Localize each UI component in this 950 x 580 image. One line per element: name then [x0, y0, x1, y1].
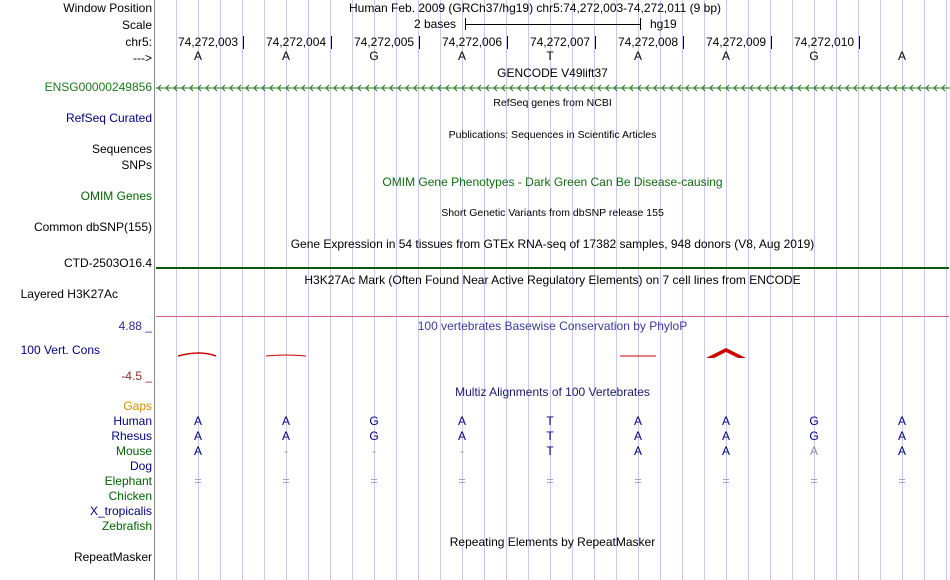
base: A	[193, 49, 202, 63]
phylop-signal	[156, 345, 950, 361]
cons-max-value: 4.88 _	[118, 319, 152, 333]
label-strand[interactable]: --->	[133, 51, 152, 65]
h3k27ac-track-title[interactable]: H3K27Ac Mark (Often Found Near Active Regulatory Elements) on 7 cell lines from ENCODE	[304, 273, 801, 287]
label-ctd[interactable]: CTD-2503O16.4	[63, 256, 152, 270]
base: A	[897, 49, 906, 63]
aligned-gap: =	[282, 474, 290, 488]
scale-bar	[465, 24, 640, 25]
h3k27ac-signal-line	[156, 316, 949, 317]
label-window-position[interactable]: Window Position	[63, 1, 152, 15]
base: A	[281, 49, 290, 63]
coord-label: 74,272,010	[794, 35, 855, 49]
coord-label: 74,272,007	[530, 35, 591, 49]
base: A	[721, 49, 730, 63]
coord-label: 74,272,004	[266, 35, 327, 49]
aligned-base: A	[281, 429, 290, 443]
aligned-base: T	[546, 444, 554, 458]
coord-label: 74,272,003	[178, 35, 239, 49]
label-species-xtropicalis[interactable]: X_tropicalis	[89, 504, 152, 518]
scale-bar-right	[640, 18, 641, 30]
base: A	[457, 49, 466, 63]
label-species-chicken[interactable]: Chicken	[108, 489, 152, 503]
aligned-base: A	[721, 429, 730, 443]
aligned-gap: =	[194, 474, 202, 488]
aligned-base: A	[281, 414, 290, 428]
label-species-rhesus[interactable]: Rhesus	[111, 429, 152, 443]
aligned-gap: =	[722, 474, 730, 488]
aligned-gap: =	[546, 474, 554, 488]
aligned-base: A	[721, 414, 730, 428]
label-snps[interactable]: SNPs	[121, 158, 152, 172]
label-refseq[interactable]: RefSeq Curated	[65, 111, 152, 125]
label-species-zebrafish[interactable]: Zebrafish	[101, 519, 152, 533]
base: T	[546, 49, 554, 63]
label-chrom[interactable]: chr5:	[125, 35, 152, 49]
coord-tick	[243, 36, 244, 49]
label-omim[interactable]: OMIM Genes	[80, 189, 152, 203]
base: G	[809, 49, 819, 63]
aligned-base: A	[457, 414, 466, 428]
gencode-gene-feature[interactable]	[156, 82, 950, 94]
ctd-gene-bar[interactable]	[156, 267, 949, 269]
aligned-base: A	[193, 444, 202, 458]
phylop-track-title[interactable]: 100 vertebrates Basewise Conservation by PhyloP	[417, 319, 688, 333]
aligned-base: G	[369, 429, 379, 443]
aligned-gap: =	[810, 474, 818, 488]
label-ensg[interactable]: ENSG00000249856	[44, 80, 152, 94]
aligned-gap: =	[634, 474, 642, 488]
publications-track-title[interactable]: Publications: Sequences in Scientific Articles	[448, 129, 657, 141]
aligned-base: A	[633, 444, 642, 458]
aligned-base: A	[193, 429, 202, 443]
omim-track-title[interactable]: OMIM Gene Phenotypes - Dark Green Can Be Disease-causing	[382, 175, 723, 189]
label-species-elephant[interactable]: Elephant	[104, 474, 152, 488]
aligned-gap: =	[370, 474, 378, 488]
label-h3k27ac[interactable]: Layered H3K27Ac	[20, 287, 118, 301]
coord-tick	[859, 36, 860, 49]
multiz-track-title[interactable]: Multiz Alignments of 100 Vertebrates	[455, 385, 650, 399]
coord-tick	[331, 36, 332, 49]
aligned-base: A	[633, 429, 642, 443]
aligned-base: G	[809, 414, 819, 428]
coord-label: 74,272,005	[354, 35, 415, 49]
aligned-base: A	[633, 414, 642, 428]
assembly-text: hg19	[650, 17, 677, 31]
aligned-gap: =	[898, 474, 906, 488]
aligned-gap: -	[284, 444, 288, 458]
label-species-human[interactable]: Human	[113, 414, 152, 428]
grid-line	[154, 0, 155, 580]
base: G	[369, 49, 379, 63]
aligned-base: A	[193, 414, 202, 428]
label-repeatmasker[interactable]: RepeatMasker	[73, 550, 152, 564]
label-cons[interactable]: 100 Vert. Cons	[20, 343, 100, 357]
aligned-base: A	[897, 414, 906, 428]
gencode-track-title[interactable]: GENCODE V49lift37	[497, 66, 608, 80]
aligned-base: G	[369, 414, 379, 428]
refseq-track-title[interactable]: RefSeq genes from NCBI	[493, 97, 612, 109]
label-sequences[interactable]: Sequences	[91, 142, 152, 156]
aligned-gap: -	[372, 444, 376, 458]
gtex-track-title[interactable]: Gene Expression in 54 tissues from GTEx RNA-seq of 17382 samples, 948 donors (V8, Aug 2019)	[290, 237, 815, 251]
coord-tick	[419, 36, 420, 49]
coord-label: 74,272,006	[442, 35, 503, 49]
coord-tick	[595, 36, 596, 49]
label-dbsnp[interactable]: Common dbSNP(155)	[33, 220, 152, 234]
aligned-gap: -	[460, 444, 464, 458]
coord-tick	[771, 36, 772, 49]
aligned-base: T	[546, 414, 554, 428]
coord-label: 74,272,008	[618, 35, 679, 49]
aligned-gap: =	[458, 474, 466, 488]
position-text: Human Feb. 2009 (GRCh37/hg19) chr5:74,272,003-74,272,011 (9 bp)	[349, 1, 722, 15]
dbsnp-track-title[interactable]: Short Genetic Variants from dbSNP release 155	[441, 207, 664, 219]
aligned-base: A	[457, 429, 466, 443]
label-scale[interactable]: Scale	[121, 18, 152, 32]
aligned-base: A	[897, 444, 906, 458]
scale-text: 2 bases	[414, 17, 457, 31]
label-species-dog[interactable]: Dog	[129, 459, 152, 473]
repeatmasker-track-title[interactable]: Repeating Elements by RepeatMasker	[449, 535, 656, 549]
aligned-base: A	[721, 444, 730, 458]
aligned-base: A	[897, 429, 906, 443]
aligned-base: G	[809, 429, 819, 443]
label-species-mouse[interactable]: Mouse	[115, 444, 152, 458]
base: A	[633, 49, 642, 63]
cons-min-value: -4.5 _	[121, 369, 152, 383]
aligned-base: A	[809, 444, 818, 458]
aligned-base: T	[546, 429, 554, 443]
coord-tick	[683, 36, 684, 49]
coord-label: 74,272,009	[706, 35, 767, 49]
label-gaps[interactable]: Gaps	[123, 399, 152, 413]
coord-tick	[507, 36, 508, 49]
